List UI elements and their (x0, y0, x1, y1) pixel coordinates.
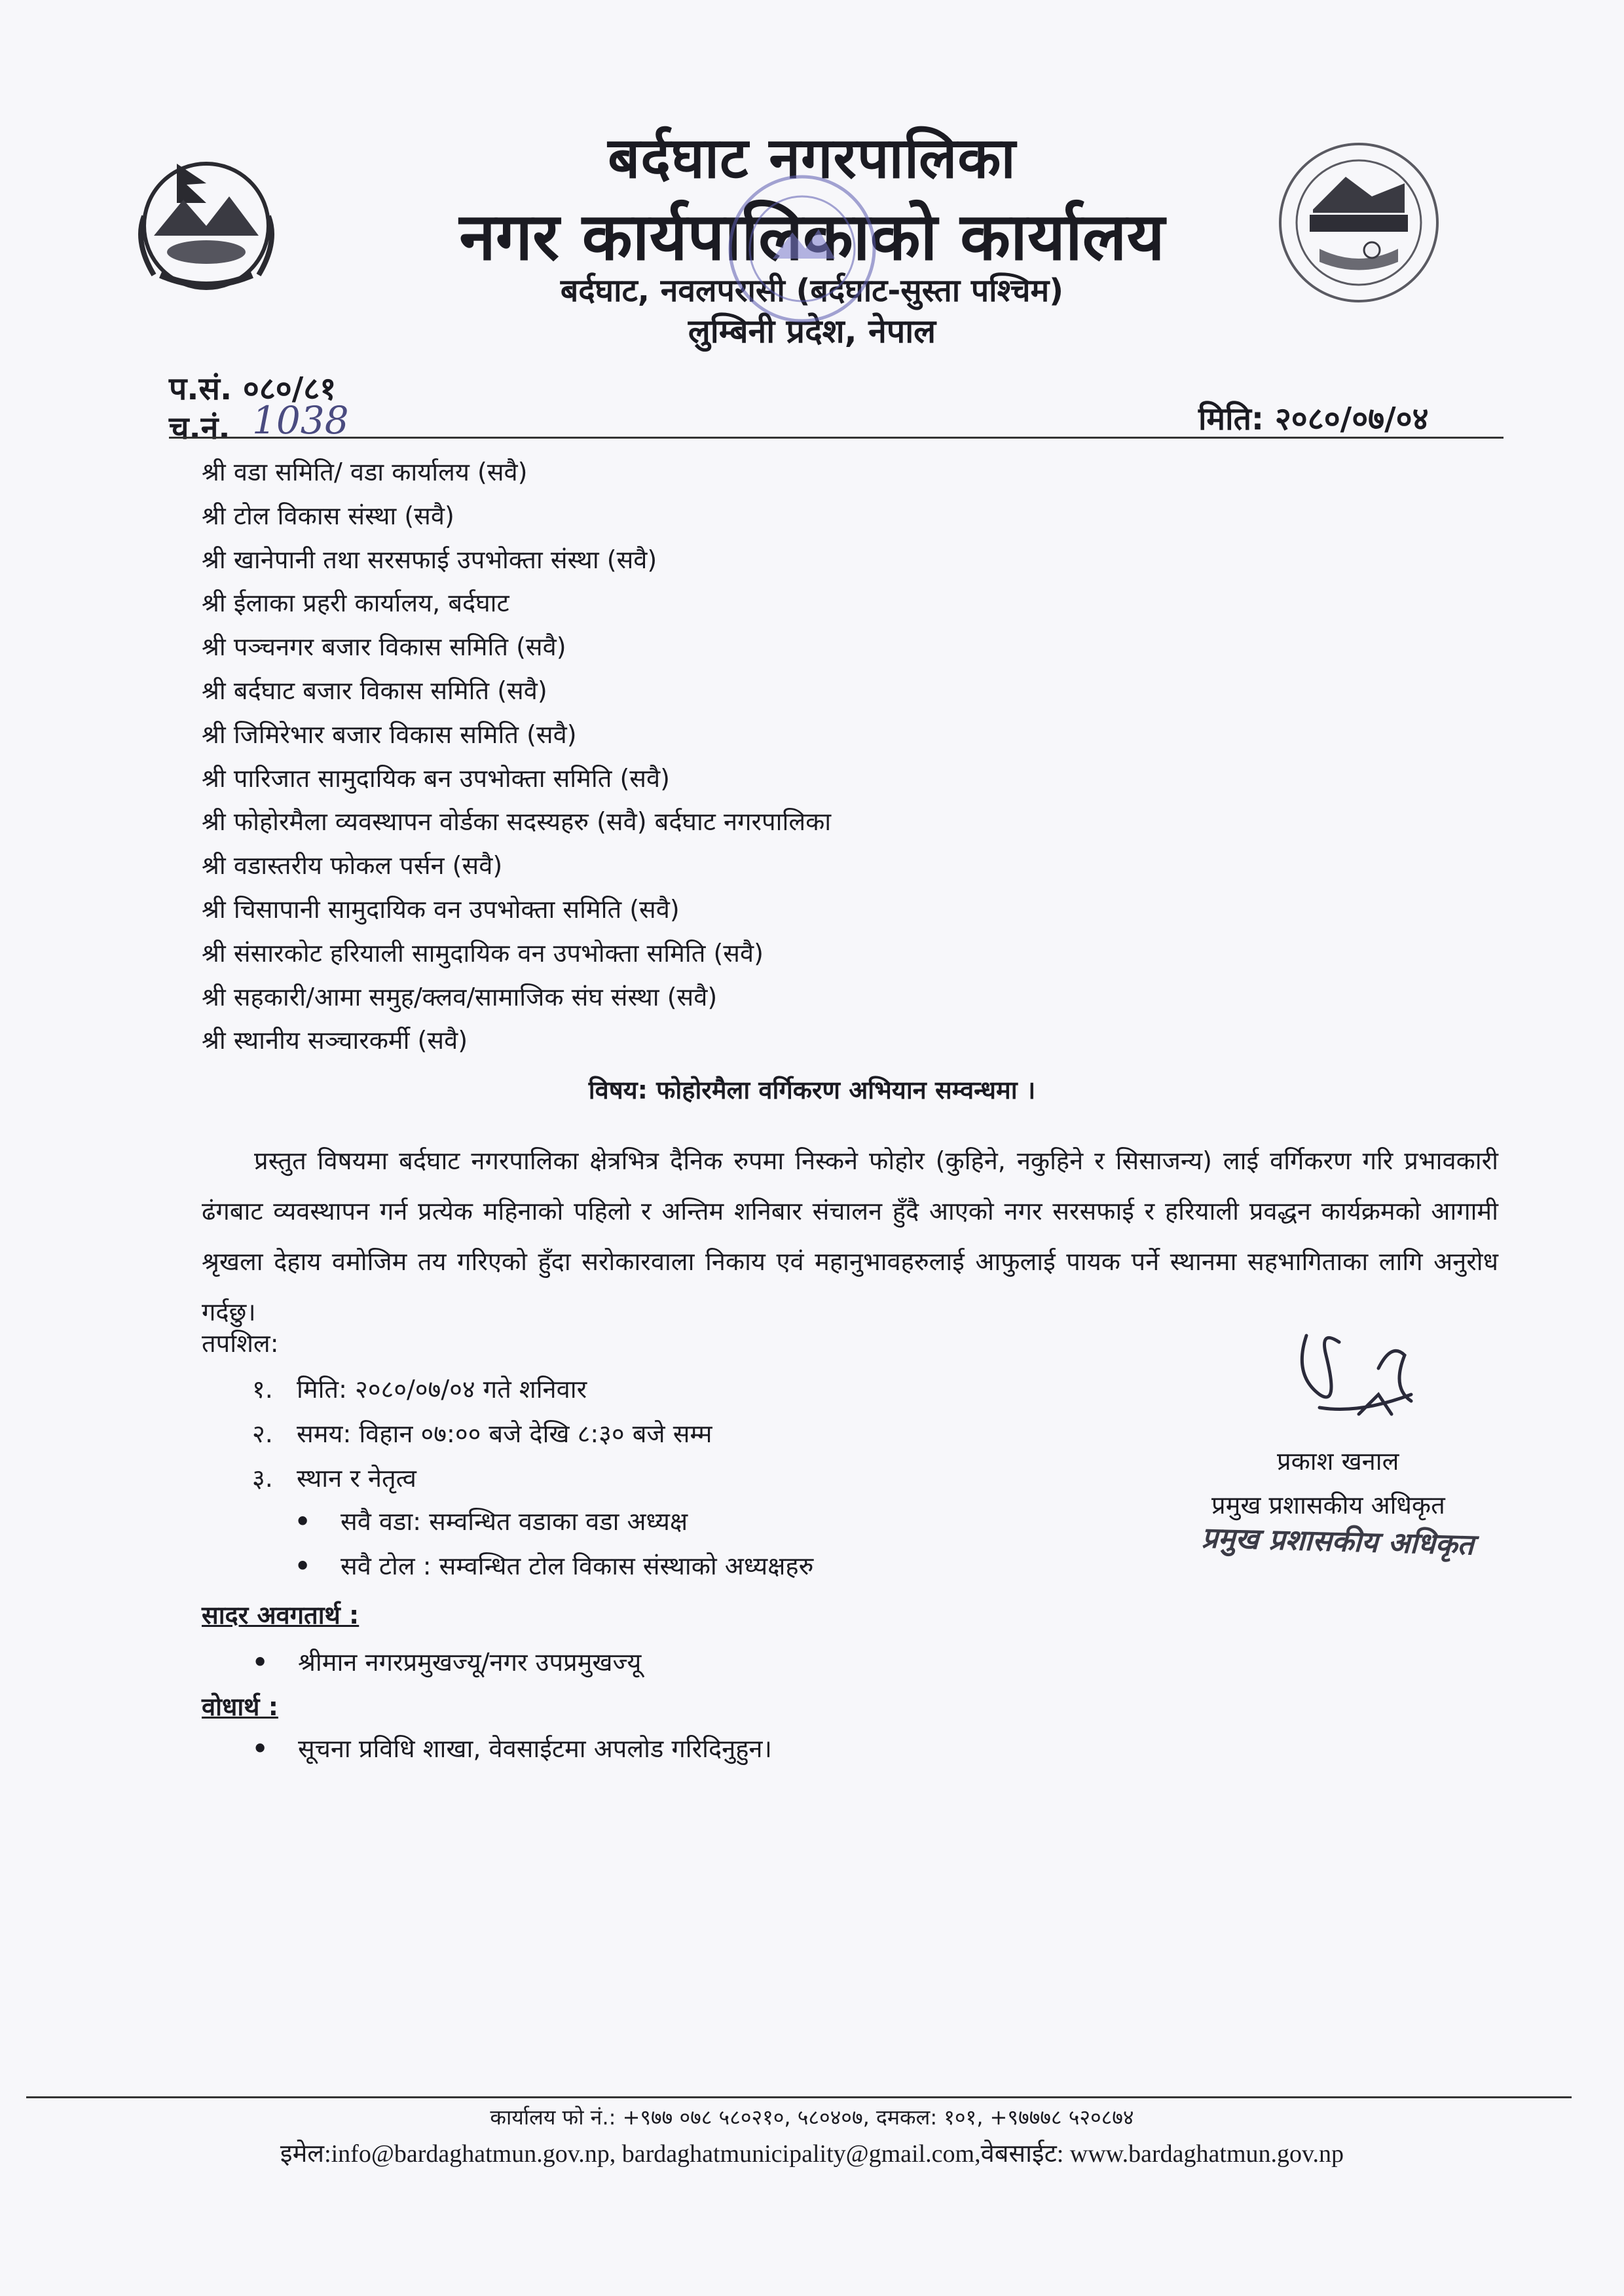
recipient-item: श्री वडा समिति/ वडा कार्यालय (सवै) (202, 458, 528, 486)
recipient-list (202, 450, 831, 1063)
details-item-text: स्थान र नेतृत्व (297, 1464, 416, 1493)
recipient-item: श्री खानेपानी तथा सरसफाई उपभोक्ता संस्था (सवै) (202, 545, 657, 574)
recipient-item: श्री फोहोरमैला व्यवस्थापन वोर्डका सदस्यहरु (सवै) बर्दघाट नगरपालिका (202, 807, 832, 837)
info-item (252, 1726, 772, 1771)
location-leadership-list (295, 1499, 813, 1588)
footer-divider (26, 2096, 1572, 2098)
letter-date: मिति: २०८०/०७/०४ (1198, 401, 1429, 437)
handwritten-signature (1280, 1316, 1450, 1453)
details-item (252, 1367, 712, 1412)
footer-contact: इमेल:info@bardaghatmun.gov.np, bardaghatmunicipality@gmail.com,वेबसाईट: www.bardaghatmun.gov.np (280, 2140, 1344, 2168)
signer-name: प्रकाश खनाल (1277, 1447, 1399, 1476)
footer-phone: कार्यालय फो नं.: +९७७ ०७८ ५८०२१०, ५८०४०७, दमकल: १०१, +९७७७८ ५२०८७४ (490, 2105, 1134, 2130)
recipient-item: श्री स्थानीय सञ्चारकर्मी (सवै) (202, 1026, 468, 1055)
recipient-item: श्री चिसापानी सामुदायिक वन उपभोक्ता समिति (सवै) (202, 894, 680, 924)
cc-item (252, 1640, 641, 1685)
info-label: वोधार्थ : (202, 1692, 278, 1721)
dispatch-number-label: च.नं. (169, 410, 231, 446)
details-label: तपशिल: (202, 1329, 279, 1358)
office-address: बर्दघाट, नवलपरासी (बर्दघाट-सुस्ता पश्चिम) (560, 272, 1064, 309)
letter-body: प्रस्तुत विषयमा बर्दघाट नगरपालिका क्षेत्रभित्र दैनिक रुपमा निस्कने फोहोर (कुहिने, नकुहिने र सिसाजन्य) लाई वर्गिकरण गरि प्रभावकारी ढंगबाट व्यवस्थापन गर्न प्रत्येक महिनाको पहिलो र अन्तिम शनिबार संचालन हुँदै आएको नगर सरसफाई र हरियाली प्रवद्धन कार्यक्रमको आगामी श्रृखला देहाय वमोजिम तय गरिएको हुँदा सरोकारवाला निकाय एवं महानुभावहरुलाई आफुलाई पायक पर्ने स्थानमा सहभागिताका लागि अनुरोध गर्दछु। (202, 1146, 1498, 1326)
signer-title: प्रमुख प्रशासकीय अधिकृत (1211, 1491, 1445, 1520)
details-item-number: ३. (252, 1464, 273, 1493)
reference-number: प.सं. ०८०/८१ (169, 371, 337, 407)
location-item-text: सवै वडा: सम्वन्धित वडाका वडा अध्यक्ष (341, 1507, 688, 1536)
recipient-item: श्री पञ्चनगर बजार विकास समिति (सवै) (202, 632, 566, 662)
recipient-item: श्री संसारकोट हरियाली सामुदायिक वन उपभोक्ता समिति (सवै) (202, 938, 764, 968)
recipient-item: श्री पारिजात सामुदायिक बन उपभोक्ता समिति (सवै) (202, 763, 670, 793)
details-item (252, 1412, 712, 1456)
details-list (252, 1367, 712, 1501)
bullet-icon: • (252, 1734, 268, 1763)
office-name: नगर कार्यपालिकाको कार्यालय (459, 198, 1165, 275)
letter-subject: विषय: फोहोरमैला वर्गिकरण अभियान सम्वन्धमा । (588, 1076, 1036, 1104)
recipient-item: श्री सहकारी/आमा समुह/क्लव/सामाजिक संघ संस्था (सवै) (202, 982, 718, 1011)
cc-item-text: श्रीमान नगरप्रमुखज्यू/नगर उपप्रमुखज्यू (298, 1648, 642, 1677)
location-item (295, 1499, 813, 1544)
location-item (295, 1544, 813, 1588)
details-item-number: २. (252, 1419, 273, 1448)
office-round-stamp (720, 167, 884, 331)
details-item-text: समय: विहान ०७:०० बजे देखि ८:३० बजे सम्म (297, 1419, 712, 1448)
municipality-name: बर्दघाट नगरपालिका (608, 126, 1016, 191)
recipient-item: श्री टोल विकास संस्था (सवै) (202, 501, 454, 530)
dispatch-number-handwritten: 1038 (252, 398, 349, 443)
bullet-icon: • (252, 1648, 268, 1677)
recipient-item: श्री वडास्तरीय फोकल पर्सन (सवै) (202, 851, 503, 881)
details-item-text: मिति: २०८०/०७/०४ गते शनिवार (297, 1375, 587, 1404)
office-province: लुम्बिनी प्रदेश, नेपाल (688, 312, 936, 350)
info-item-text: सूचना प्रविधि शाखा, वेवसाईटमा अपलोड गरिदिनुहुन। (298, 1734, 772, 1763)
recipient-item: श्री जिमिरेभार बजार विकास समिति (सवै) (202, 720, 577, 749)
details-item-number: १. (252, 1375, 273, 1404)
recipient-item: श्री ईलाका प्रहरी कार्यालय, बर्दघाट (202, 589, 509, 618)
cc-list (252, 1640, 641, 1685)
cc-label: सादर अवगतार्थ : (202, 1601, 360, 1630)
bullet-icon: • (295, 1552, 311, 1580)
signer-title-stamp: प्रमुख प्रशासकीय अधिकृत (1201, 1521, 1475, 1562)
location-item-text: सवै टोल : सम्वन्धित टोल विकास संस्थाको अध्यक्षहरु (341, 1552, 814, 1580)
header-divider (169, 437, 1504, 439)
info-list (252, 1726, 772, 1771)
recipient-item: श्री बर्दघाट बजार विकास समिति (सवै) (202, 676, 547, 705)
details-item (252, 1456, 712, 1501)
bullet-icon: • (295, 1507, 311, 1536)
